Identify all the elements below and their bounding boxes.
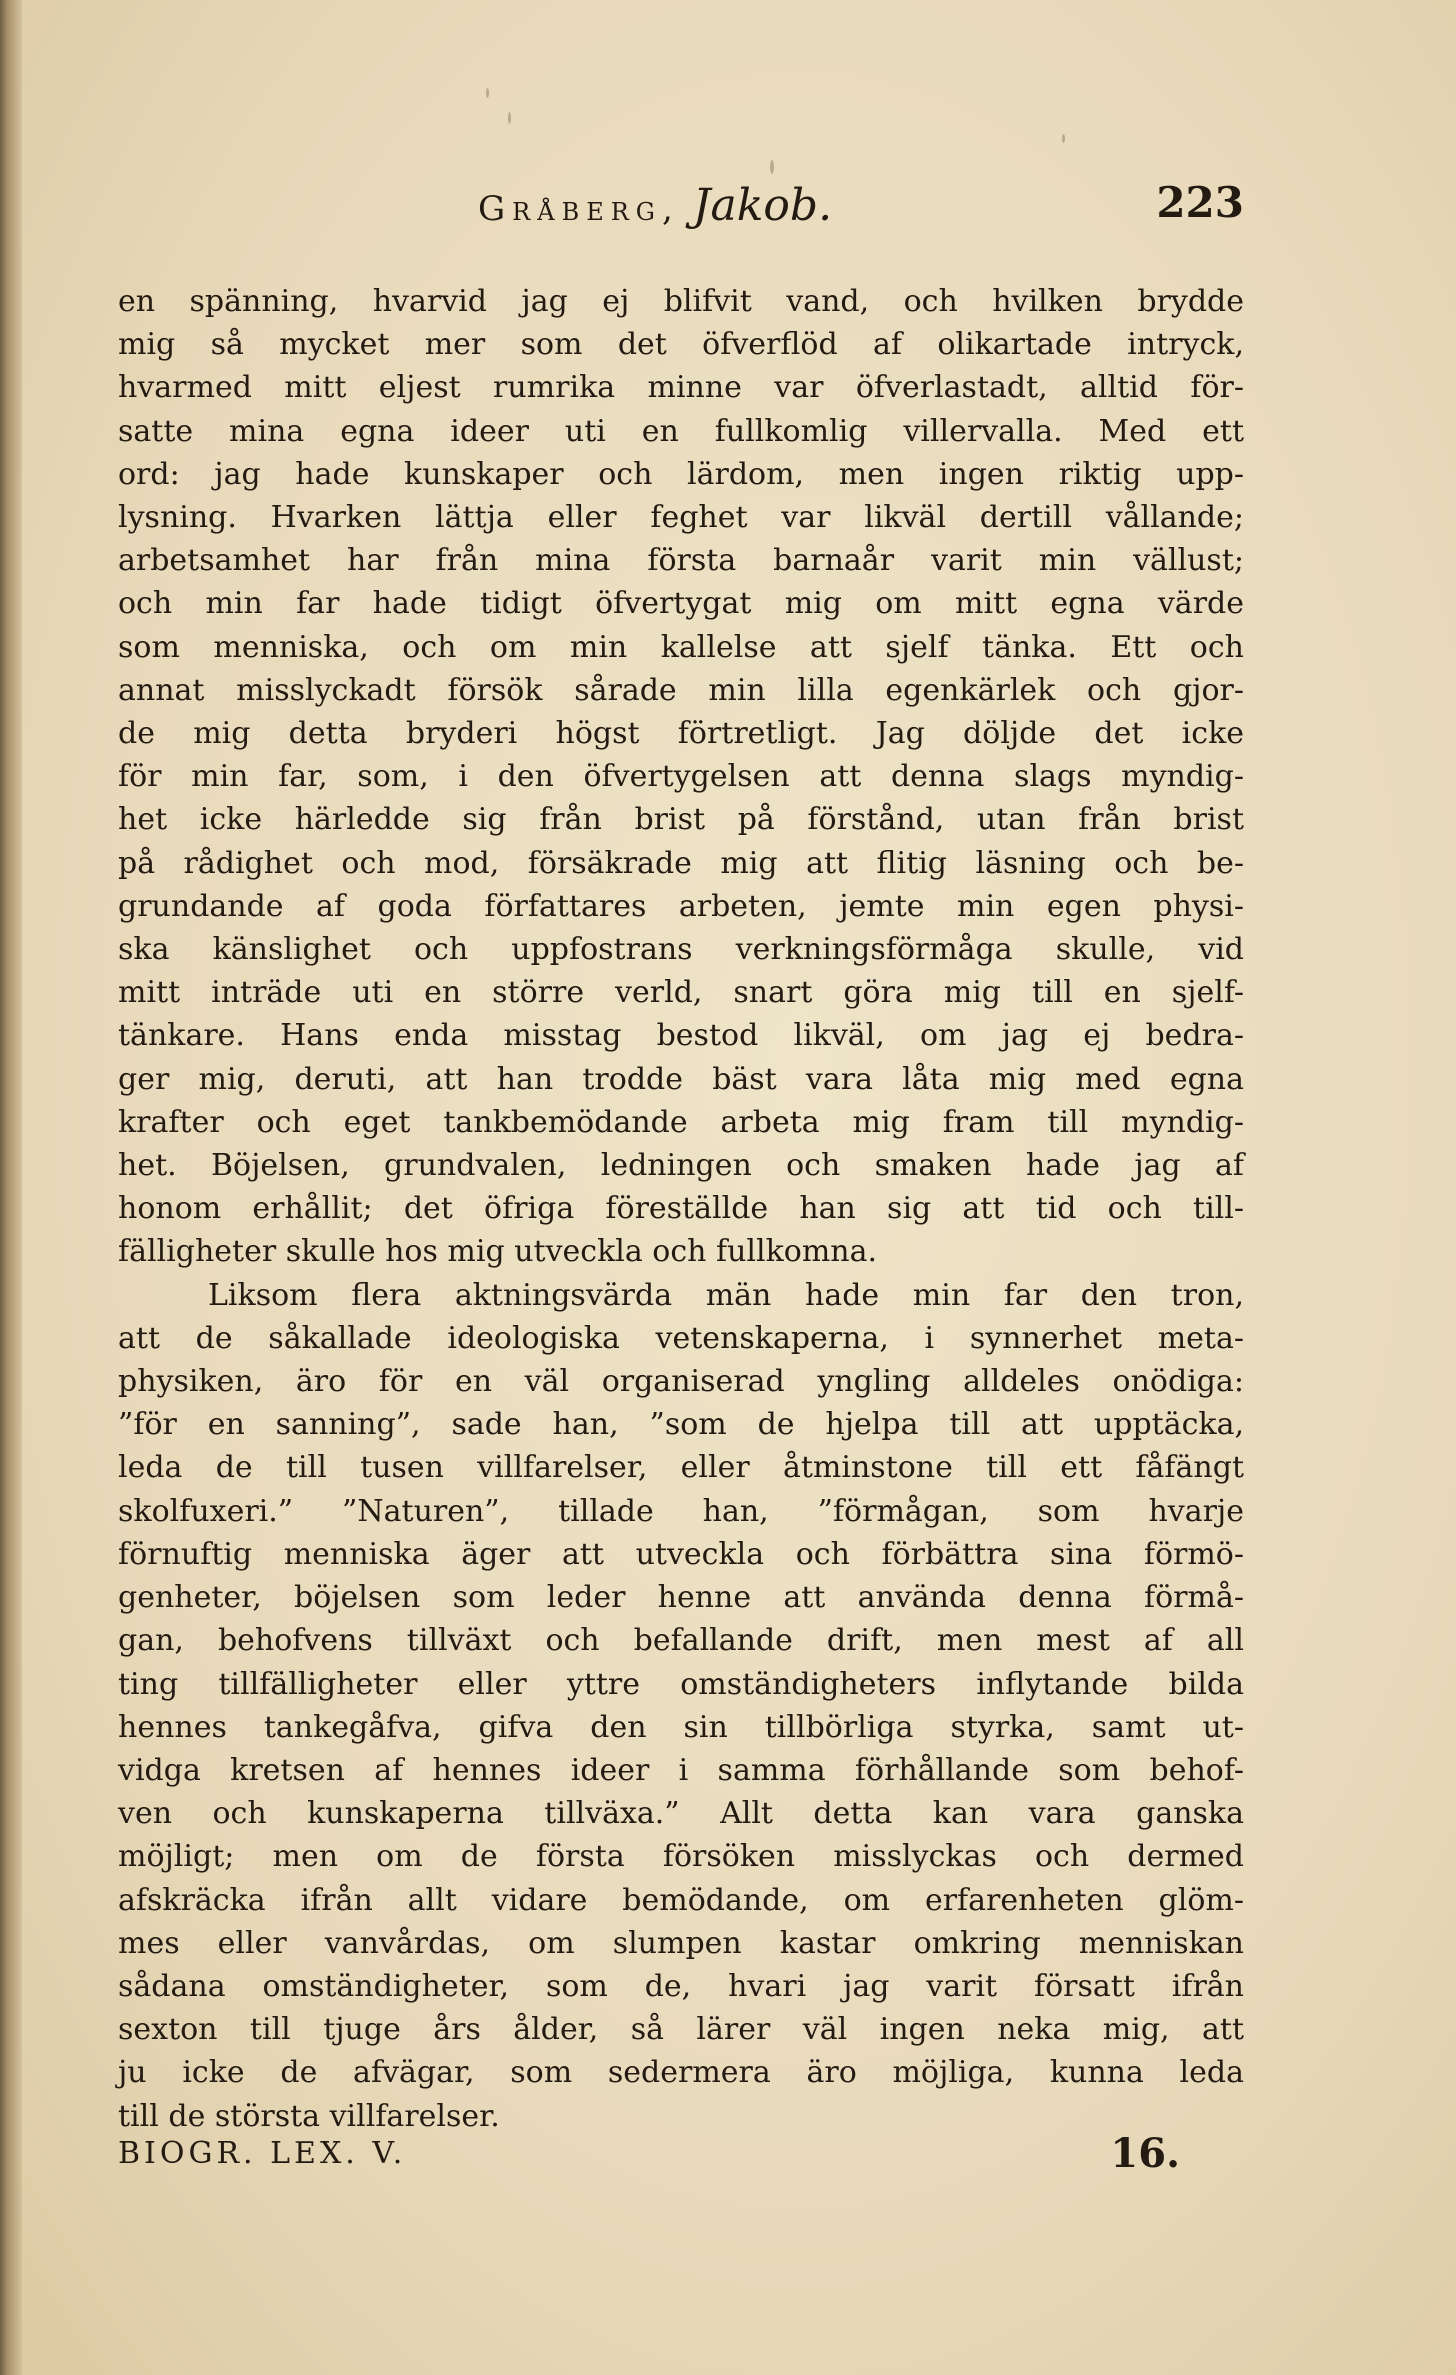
text-line: leda de till tusen villfarelser, eller åtminstone till ett fåfängt [118,1450,1244,1486]
text-line: ven och kunskaperna tillväxa.” Allt detta kan vara ganska [118,1796,1244,1832]
body-text [118,280,1244,2138]
paper-speck [770,160,774,174]
text-line: möjligt; men om de första försöken misslyckas och dermed [118,1839,1244,1875]
text-line: genheter, böjelsen som leder henne att använda denna förmå- [118,1580,1244,1616]
text-line: ”för en sanning”, sade han, ”som de hjelpa till att upptäcka, [118,1407,1244,1443]
paragraph-1 [118,280,1244,1274]
text-line: afskräcka ifrån allt vidare bemödande, om erfarenheten glöm- [118,1882,1244,1918]
text-line: grundande af goda författares arbeten, jemte min egen physi- [118,888,1244,924]
text-line: arbetsamhet har från mina första barnaår varit min vällust; [118,543,1244,579]
paper-speck [486,88,489,98]
paragraph-2 [118,1274,1244,2138]
text-line: mig så mycket mer som det öfverflöd af olikartade intryck, [118,327,1244,363]
running-head-given-name: Jakob. [692,180,833,231]
text-line: honom erhållit; det öfriga föreställde han sig att tid och till- [118,1191,1244,1227]
text-line: hennes tankegåfva, gifva den sin tillbörliga styrka, samt ut- [118,1709,1244,1745]
text-line: tänkare. Hans enda misstag bestod likväl, om jag ej bedra- [118,1018,1244,1054]
page-number: 223 [1156,178,1244,227]
text-line: för min far, som, i den öfvertygelsen att denna slags myndig- [118,759,1244,795]
text-line: krafter och eget tankbemödande arbeta mig fram till myndig- [118,1104,1244,1140]
paper-speck [1062,134,1065,143]
text-line: fälligheter skulle hos mig utveckla och fullkomna. [118,1234,878,1270]
text-line: och min far hade tidigt öfvertygat mig om mitt egna värde [118,586,1244,622]
paper-speck [508,112,511,124]
text-line: på rådighet och mod, försäkrade mig att flitig läsning och be- [118,845,1244,881]
text-line: sexton till tjuge års ålder, så lärer väl ingen neka mig, att [118,2012,1244,2048]
text-line: att de såkallade ideologiska vetenskaperna, i synnerhet meta- [118,1320,1244,1356]
text-line: het icke härledde sig från brist på förstånd, utan från brist [118,802,1244,838]
text-line: till de största villfarelser. [118,2098,500,2134]
text-line: gan, behofvens tillväxt och befallande drift, men mest af all [118,1623,1244,1659]
sheet-number: 16. [1110,2130,1180,2177]
page-binding-edge [0,0,22,2375]
text-line: hvarmed mitt eljest rumrika minne var öfverlastadt, alltid för- [118,370,1244,406]
text-line: som menniska, och om min kallelse att sjelf tänka. Ett och [118,629,1244,665]
text-line: Liksom flera aktningsvärda män hade min far den tron, [208,1277,1244,1313]
text-line: physiken, äro för en väl organiserad yngling alldeles onödiga: [118,1364,1244,1400]
text-line: ord: jag hade kunskaper och lärdom, men ingen riktig upp- [118,456,1244,492]
signature-mark: BIOGR. LEX. V. [118,2136,407,2171]
text-line: de mig detta bryderi högst förtretligt. Jag döljde det icke [118,716,1244,752]
running-head-surname: Gråberg, [478,189,680,229]
page-header [118,174,1244,234]
running-head [478,180,832,231]
text-line: sådana omständigheter, som de, hvari jag varit försatt ifrån [118,1968,1244,2004]
text-line: lysning. Hvarken lättja eller feghet var likväl dertill vållande; [118,500,1244,536]
text-line: skolfuxeri.” ”Naturen”, tillade han, ”förmågan, som hvarje [118,1493,1244,1529]
text-line: ju icke de afvägar, som sedermera äro möjliga, kunna leda [118,2055,1244,2091]
text-line: ger mig, deruti, att han trodde bäst vara låta mig med egna [118,1061,1244,1097]
text-line: ska känslighet och uppfostrans verkningsförmåga skulle, vid [118,932,1244,968]
text-line: het. Böjelsen, grundvalen, ledningen och smaken hade jag af [118,1148,1244,1184]
text-line: vidga kretsen af hennes ideer i samma förhållande som behof- [118,1752,1244,1788]
text-line: en spänning, hvarvid jag ej blifvit vand, och hvilken brydde [118,284,1244,319]
page-footer [118,2130,1244,2190]
text-line: mitt inträde uti en större verld, snart göra mig till en sjelf- [118,975,1244,1011]
text-line: satte mina egna ideer uti en fullkomlig villervalla. Med ett [118,413,1244,449]
text-line: ting tillfälligheter eller yttre omständigheters inflytande bilda [118,1666,1244,1702]
text-line: annat misslyckadt försök sårade min lilla egenkärlek och gjor- [118,672,1244,708]
text-line: mes eller vanvårdas, om slumpen kastar omkring menniskan [118,1925,1244,1961]
text-line: förnuftig menniska äger att utveckla och förbättra sina förmö- [118,1536,1244,1572]
